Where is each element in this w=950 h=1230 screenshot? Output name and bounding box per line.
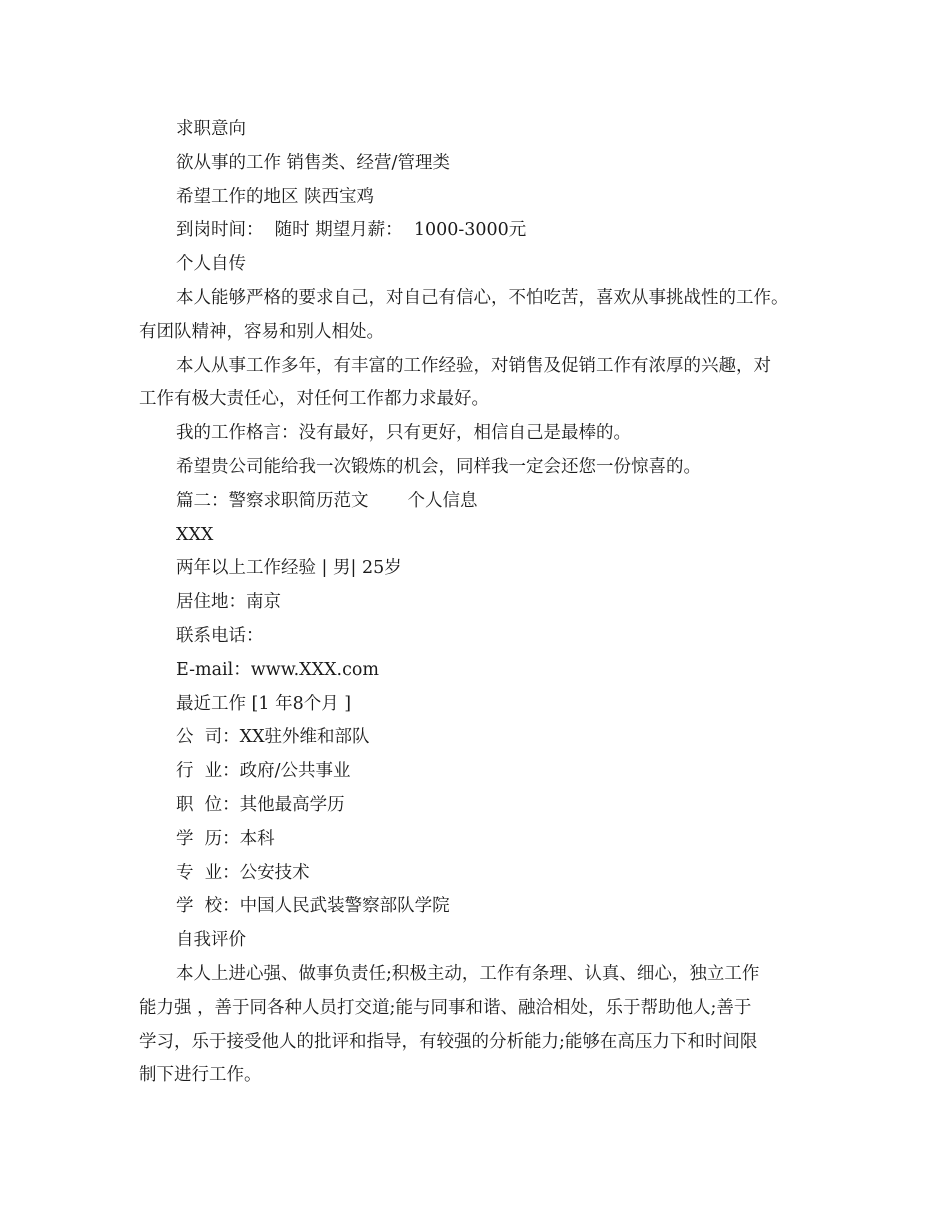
email-line: E-mail：www.XXX.com	[176, 659, 380, 680]
education-line: 学 历：本科	[176, 828, 275, 849]
heading-self-biography: 个人自传	[176, 254, 246, 275]
document-body	[139, 113, 819, 1093]
experience-gender-age-line: 两年以上工作经验 | 男| 25岁	[176, 558, 402, 579]
biography-paragraph-2-cont: 工作有极大责任心，对任何工作都力求最好。	[139, 389, 489, 410]
hope-line: 希望贵公司能给我一次锻炼的机会，同样我一定会还您一份惊喜的。	[176, 456, 701, 477]
self-evaluation-paragraph-cont-1: 能力强 ，善于同各种人员打交道;能与同事和谐、融洽相处，乐于帮助他人;善于	[139, 997, 752, 1018]
work-motto-line: 我的工作格言：没有最好，只有更好，相信自己是最棒的。	[176, 423, 631, 444]
biography-paragraph-1-cont: 有团队精神，容易和别人相处。	[139, 321, 384, 342]
school-line: 学 校：中国人民武装警察部队学院	[176, 896, 450, 917]
biography-paragraph-1: 本人能够严格的要求自己，对自己有信心，不怕吃苦，喜欢从事挑战性的工作。	[176, 287, 789, 308]
industry-line: 行 业：政府/公共事业	[176, 761, 351, 782]
desired-job-line: 欲从事的工作 销售类、经营/管理类	[176, 152, 450, 173]
major-line: 专 业：公安技术	[176, 862, 310, 883]
residence-line: 居住地：南京	[176, 592, 281, 613]
availability-salary-line: 到岗时间： 随时 期望月薪： 1000-3000元	[176, 220, 527, 241]
candidate-name: XXX	[176, 524, 214, 545]
self-evaluation-paragraph-cont-2: 学习，乐于接受他人的批评和指导，有较强的分析能力;能够在高压力下和时间限	[139, 1031, 758, 1052]
self-evaluation-paragraph-cont-3: 制下进行工作。	[139, 1065, 262, 1086]
desired-region-line: 希望工作的地区 陕西宝鸡	[176, 186, 375, 207]
recent-work-line: 最近工作 [1 年8个月 ]	[176, 693, 352, 714]
position-line: 职 位：其他最高学历	[176, 794, 345, 815]
heading-job-intention: 求职意向	[176, 119, 246, 139]
section-two-heading: 篇二：警察求职简历范文 个人信息	[176, 490, 478, 511]
self-evaluation-paragraph: 本人上进心强、做事负责任;积极主动，工作有条理、认真、细心，独立工作	[176, 963, 760, 984]
biography-paragraph-2: 本人从事工作多年，有丰富的工作经验，对销售及促销工作有浓厚的兴趣，对	[176, 355, 771, 376]
heading-self-evaluation: 自我评价	[176, 930, 246, 951]
company-line: 公 司：XX驻外维和部队	[176, 727, 370, 748]
phone-line: 联系电话：	[176, 625, 264, 646]
